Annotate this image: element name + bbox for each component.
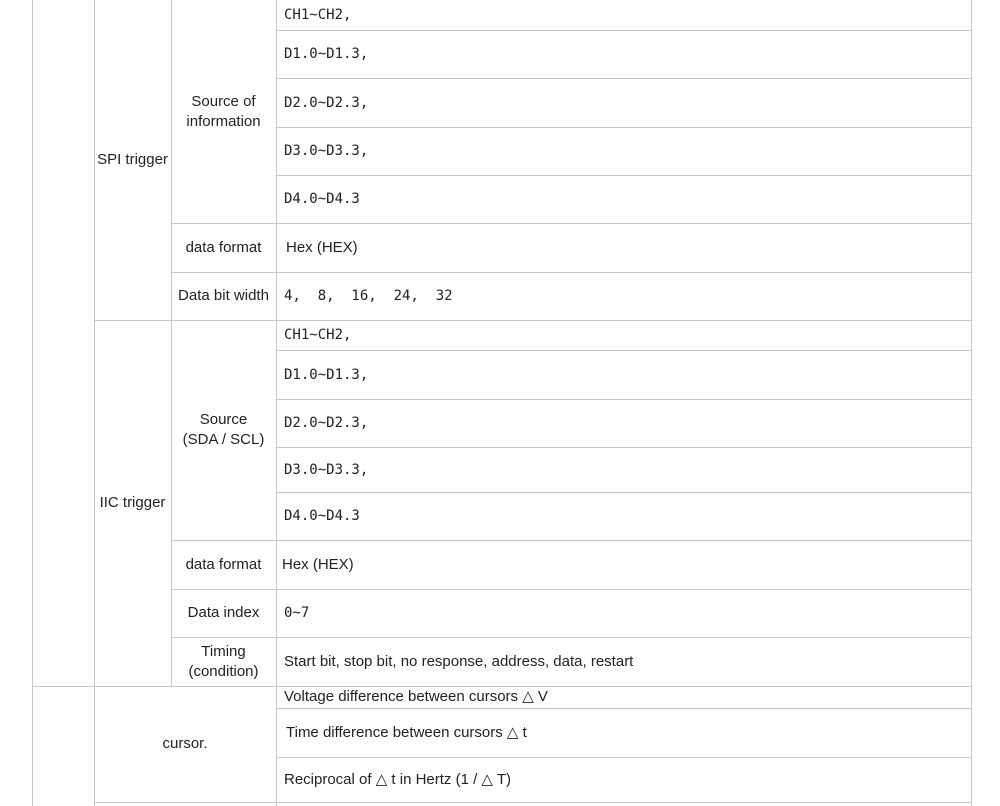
iic-source-text: Source (SDA / SCL) bbox=[182, 411, 265, 448]
iic-format-label: data format bbox=[185, 555, 262, 573]
spi-source-item: D3.0~D3.3, bbox=[284, 143, 369, 159]
cursor-item: Voltage difference between cursors △ V bbox=[284, 688, 548, 705]
iic-format-value: Hex (HEX) bbox=[282, 555, 354, 573]
spi-source-label bbox=[171, 0, 276, 223]
iic-index-label: Data index bbox=[187, 604, 260, 621]
cursor-label: cursor. bbox=[162, 735, 208, 752]
spi-trigger-text: SPI trigger bbox=[97, 151, 168, 168]
iic-source-item: CH1~CH2, bbox=[284, 327, 352, 343]
spi-source-item: CH1~CH2, bbox=[284, 7, 352, 23]
spi-source-item: D1.0~D1.3, bbox=[284, 46, 369, 62]
spi-format-label: data format bbox=[185, 238, 262, 256]
cursor-item: Reciprocal of △ t in Hertz (1 / △ T) bbox=[284, 770, 512, 788]
cursor-item: Time difference between cursors △ t bbox=[286, 723, 527, 741]
iic-source-item: D3.0~D3.3, bbox=[284, 461, 369, 478]
iic-timing-label bbox=[171, 637, 276, 686]
iic-source-label bbox=[171, 320, 276, 540]
iic-timing-text: Timing (condition) bbox=[188, 642, 259, 680]
iic-timing-value: Start bit, stop bit, no response, address, data, restart bbox=[284, 652, 634, 670]
spi-width-value: 4, 8, 16, 24, 32 bbox=[284, 288, 453, 304]
iic-source-item: D4.0~D4.3 bbox=[284, 508, 360, 524]
spi-trigger-label bbox=[94, 0, 171, 320]
spi-width-label: Data bit width bbox=[178, 287, 269, 304]
spi-source-text: Source of information bbox=[186, 92, 261, 130]
iic-trigger-text: IIC trigger bbox=[99, 494, 166, 511]
iic-trigger-label bbox=[94, 320, 171, 686]
spi-source-item: D4.0~D4.3 bbox=[284, 191, 360, 207]
iic-source-item: D2.0~D2.3, bbox=[284, 415, 369, 431]
spi-source-item: D2.0~D2.3, bbox=[284, 94, 369, 111]
spi-format-value: Hex (HEX) bbox=[286, 238, 358, 256]
iic-source-item: D1.0~D1.3, bbox=[284, 366, 369, 383]
iic-index-value: 0~7 bbox=[284, 605, 310, 621]
